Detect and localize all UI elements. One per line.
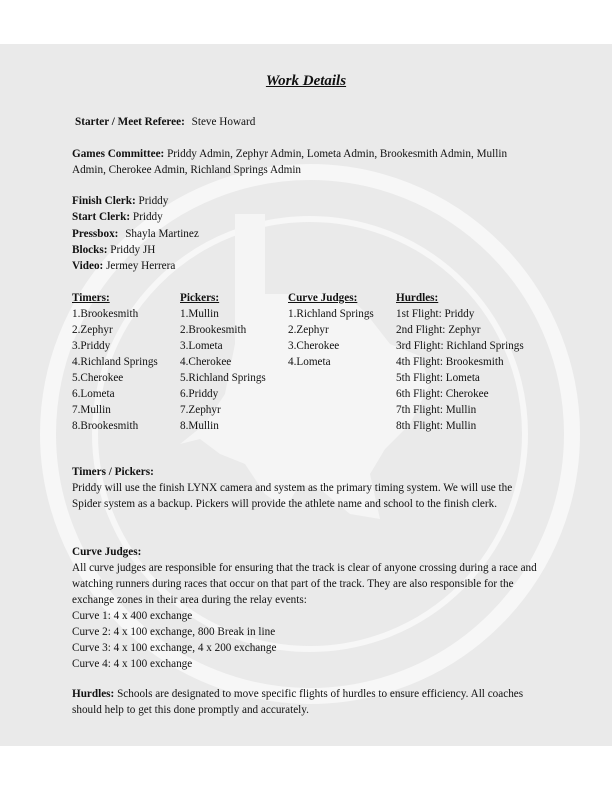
column-header: Pickers: <box>180 292 220 304</box>
document-page <box>0 44 612 746</box>
staff-line <box>72 226 199 242</box>
curve-judges-column <box>288 290 374 370</box>
starter-value: Steve Howard <box>191 116 256 128</box>
staff-value: Priddy <box>138 195 169 207</box>
staff-line <box>72 258 175 274</box>
section-text: All curve judges are responsible for ensuring that the track is clear of anyone crossing during a race and watching runners during races that occur on that part of the track. They are also responsible for the exchange zones in their area during the relay events: <box>72 562 537 606</box>
list-item: 8.Brookesmith <box>72 420 139 432</box>
list-item: 1st Flight: Priddy <box>396 308 475 320</box>
column-header: Hurdles: <box>396 292 439 304</box>
list-item: 3.Priddy <box>72 340 111 352</box>
curve-item: Curve 1: 4 x 400 exchange <box>72 610 193 622</box>
staff-label: Blocks: <box>72 244 108 256</box>
staff-value: Jermey Herrera <box>106 260 176 272</box>
list-item: 6.Priddy <box>180 388 219 400</box>
list-item: 2.Zephyr <box>72 324 113 336</box>
list-item: 5.Richland Springs <box>180 372 266 384</box>
list-item: 3rd Flight: Richland Springs <box>396 340 524 352</box>
curve-judges-section <box>72 544 542 672</box>
section-heading: Curve Judges: <box>72 546 142 558</box>
games-committee-label: Games Committee: <box>72 148 165 160</box>
timers-column <box>72 290 158 434</box>
list-item: 5th Flight: Lometa <box>396 372 480 384</box>
games-committee-value: Priddy Admin, Zephyr Admin, Lometa Admin, Brookesmith Admin, Mullin Admin, Cherokee Admin, Richland Springs Admin <box>72 148 508 176</box>
list-item: 4th Flight: Brookesmith <box>396 356 504 368</box>
list-item: 6.Lometa <box>72 388 115 400</box>
pickers-column <box>180 290 266 434</box>
list-item: 7th Flight: Mullin <box>396 404 477 416</box>
staff-value: Priddy JH <box>110 244 156 256</box>
staff-line <box>72 193 168 209</box>
list-item: 3.Cherokee <box>288 340 340 352</box>
list-item: 8.Mullin <box>180 420 219 432</box>
list-item: 4.Lometa <box>288 356 331 368</box>
staff-label: Finish Clerk: <box>72 195 136 207</box>
list-item: 7.Zephyr <box>180 404 221 416</box>
staff-line <box>72 242 155 258</box>
list-item: 5.Cherokee <box>72 372 124 384</box>
list-item: 1.Richland Springs <box>288 308 374 320</box>
column-header: Timers: <box>72 292 110 304</box>
starter-line <box>75 114 255 130</box>
games-committee <box>72 146 542 178</box>
list-item: 4.Richland Springs <box>72 356 158 368</box>
timers-pickers-section <box>72 464 542 512</box>
staff-label: Video: <box>72 260 104 272</box>
list-item: 2.Zephyr <box>288 324 329 336</box>
page-title: Work Details <box>265 73 347 89</box>
staff-value: Shayla Martinez <box>125 228 199 240</box>
curve-item: Curve 2: 4 x 100 exchange, 800 Break in line <box>72 626 276 638</box>
staff-label: Start Clerk: <box>72 211 131 223</box>
list-item: 2.Brookesmith <box>180 324 247 336</box>
hurdles-column <box>396 290 524 434</box>
list-item: 1.Mullin <box>180 308 219 320</box>
list-item: 3.Lometa <box>180 340 223 352</box>
staff-label: Pressbox: <box>72 228 119 240</box>
list-item: 1.Brookesmith <box>72 308 139 320</box>
section-text: Priddy will use the finish LYNX camera and system as the primary timing system. We will use the Spider system as a backup. Pickers will provide the athlete name and school to the finish clerk. <box>72 482 513 510</box>
curve-item: Curve 3: 4 x 100 exchange, 4 x 200 exchange <box>72 642 277 654</box>
list-item: 2nd Flight: Zephyr <box>396 324 481 336</box>
list-item: 4.Cherokee <box>180 356 232 368</box>
hurdles-section <box>72 686 542 718</box>
section-heading: Timers / Pickers: <box>72 466 154 478</box>
list-item: 6th Flight: Cherokee <box>396 388 489 400</box>
curve-item: Curve 4: 4 x 100 exchange <box>72 658 193 670</box>
column-header: Curve Judges: <box>288 292 358 304</box>
section-heading: Hurdles: <box>72 688 115 700</box>
starter-label: Starter / Meet Referee: <box>75 116 185 128</box>
section-text: Schools are designated to move specific flights of hurdles to ensure efficiency. All coaches should help to get this done promptly and accurately. <box>72 688 524 716</box>
staff-value: Priddy <box>132 211 163 223</box>
list-item: 8th Flight: Mullin <box>396 420 477 432</box>
staff-line <box>72 209 163 225</box>
list-item: 7.Mullin <box>72 404 111 416</box>
